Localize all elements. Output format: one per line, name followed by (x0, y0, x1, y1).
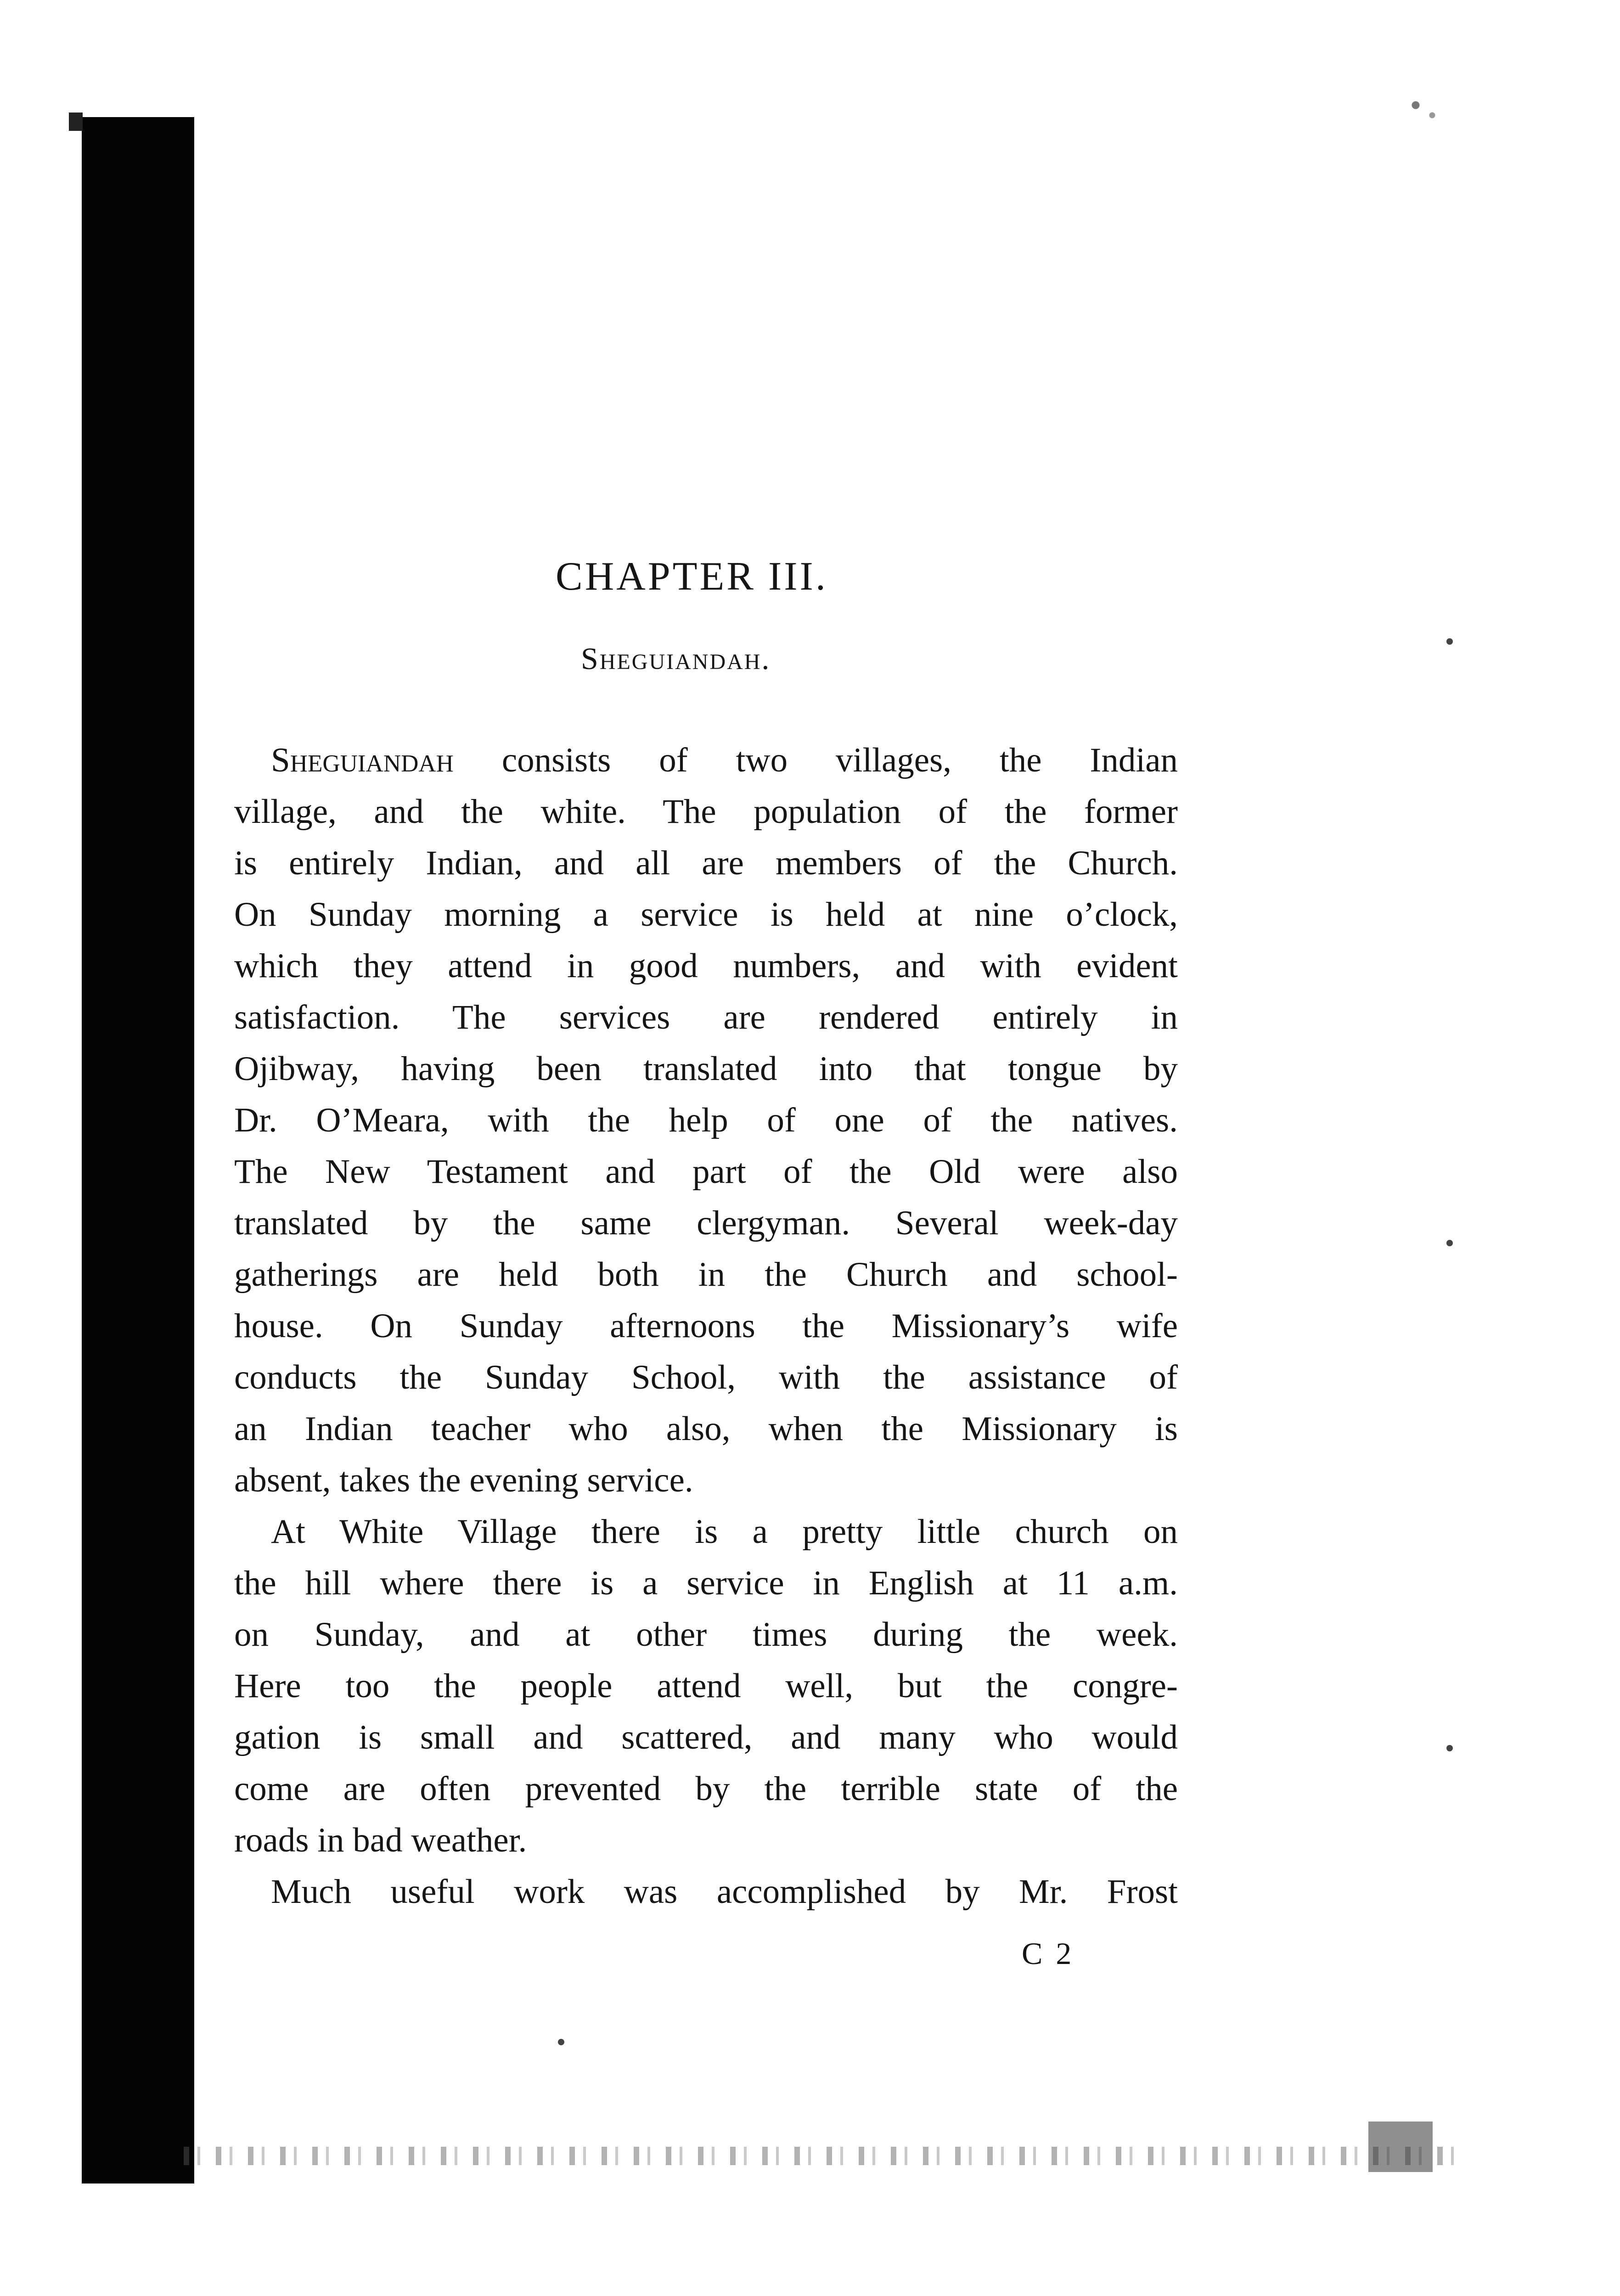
text-line: Here too the people attend well, but the congre- (234, 1667, 1178, 1705)
scan-speck (1446, 1240, 1453, 1246)
text-line: the hill where there is a service in English at 11 a.m. (234, 1564, 1178, 1602)
paragraph-3 (234, 1866, 1178, 1918)
scan-noise-bottom (184, 2147, 1465, 2165)
text-line: translated by the same clergyman. Several week-day (234, 1204, 1178, 1242)
text-line: house. On Sunday afternoons the Missionary’s wife (234, 1307, 1178, 1345)
text-line: Much useful work was accomplished by Mr. Frost (271, 1873, 1178, 1911)
text-line: on Sunday, and at other times during the week. (234, 1615, 1178, 1654)
binding-edge-mark (69, 113, 83, 131)
text-line: which they attend in good numbers, and with evident (234, 947, 1178, 985)
text-line: an Indian teacher who also, when the Missionary is (234, 1410, 1178, 1448)
page-body (234, 735, 1178, 1918)
text-line: is entirely Indian, and all are members of the Church. (234, 844, 1178, 882)
text-line (234, 735, 1178, 786)
chapter-subtitle: Sheguiandah. (581, 641, 771, 676)
scan-speck (558, 2039, 564, 2045)
text-line: satisfaction. The services are rendered entirely in (234, 998, 1178, 1036)
paragraph-2 (234, 1506, 1178, 1866)
text-line: Ojibway, having been translated into that tongue by (234, 1050, 1178, 1088)
binding-shadow (82, 117, 194, 2183)
text-line: village, and the white. The population of the former (234, 793, 1178, 831)
text-line: On Sunday morning a service is held at nine o’clock, (234, 895, 1178, 934)
scan-speckle-top (1394, 85, 1449, 135)
text-line: come are often prevented by the terrible state of the (234, 1770, 1178, 1808)
chapter-heading: CHAPTER III. (556, 554, 828, 599)
text-line: Dr. O’Meara, with the help of one of the natives. (234, 1101, 1178, 1139)
text-line-content: consists of two villages, the Indian (501, 741, 1178, 779)
paragraph-1 (234, 735, 1178, 1506)
scan-speck (1446, 1745, 1453, 1751)
paragraph-lead-word: Sheguiandah (271, 741, 454, 779)
text-line: conducts the Sunday School, with the assistance of (234, 1358, 1178, 1396)
text-line: The New Testament and part of the Old were also (234, 1153, 1178, 1191)
text-line: gatherings are held both in the Church and school- (234, 1255, 1178, 1294)
signature-mark: C 2 (1022, 1936, 1074, 1971)
text-line: roads in bad weather. (234, 1821, 527, 1859)
text-line: absent, takes the evening service. (234, 1461, 693, 1499)
scan-speck (1446, 638, 1453, 645)
text-line: At White Village there is a pretty little church on (271, 1513, 1178, 1551)
scan-noise-corner (1368, 2122, 1433, 2172)
text-line: gation is small and scattered, and many who would (234, 1718, 1178, 1756)
